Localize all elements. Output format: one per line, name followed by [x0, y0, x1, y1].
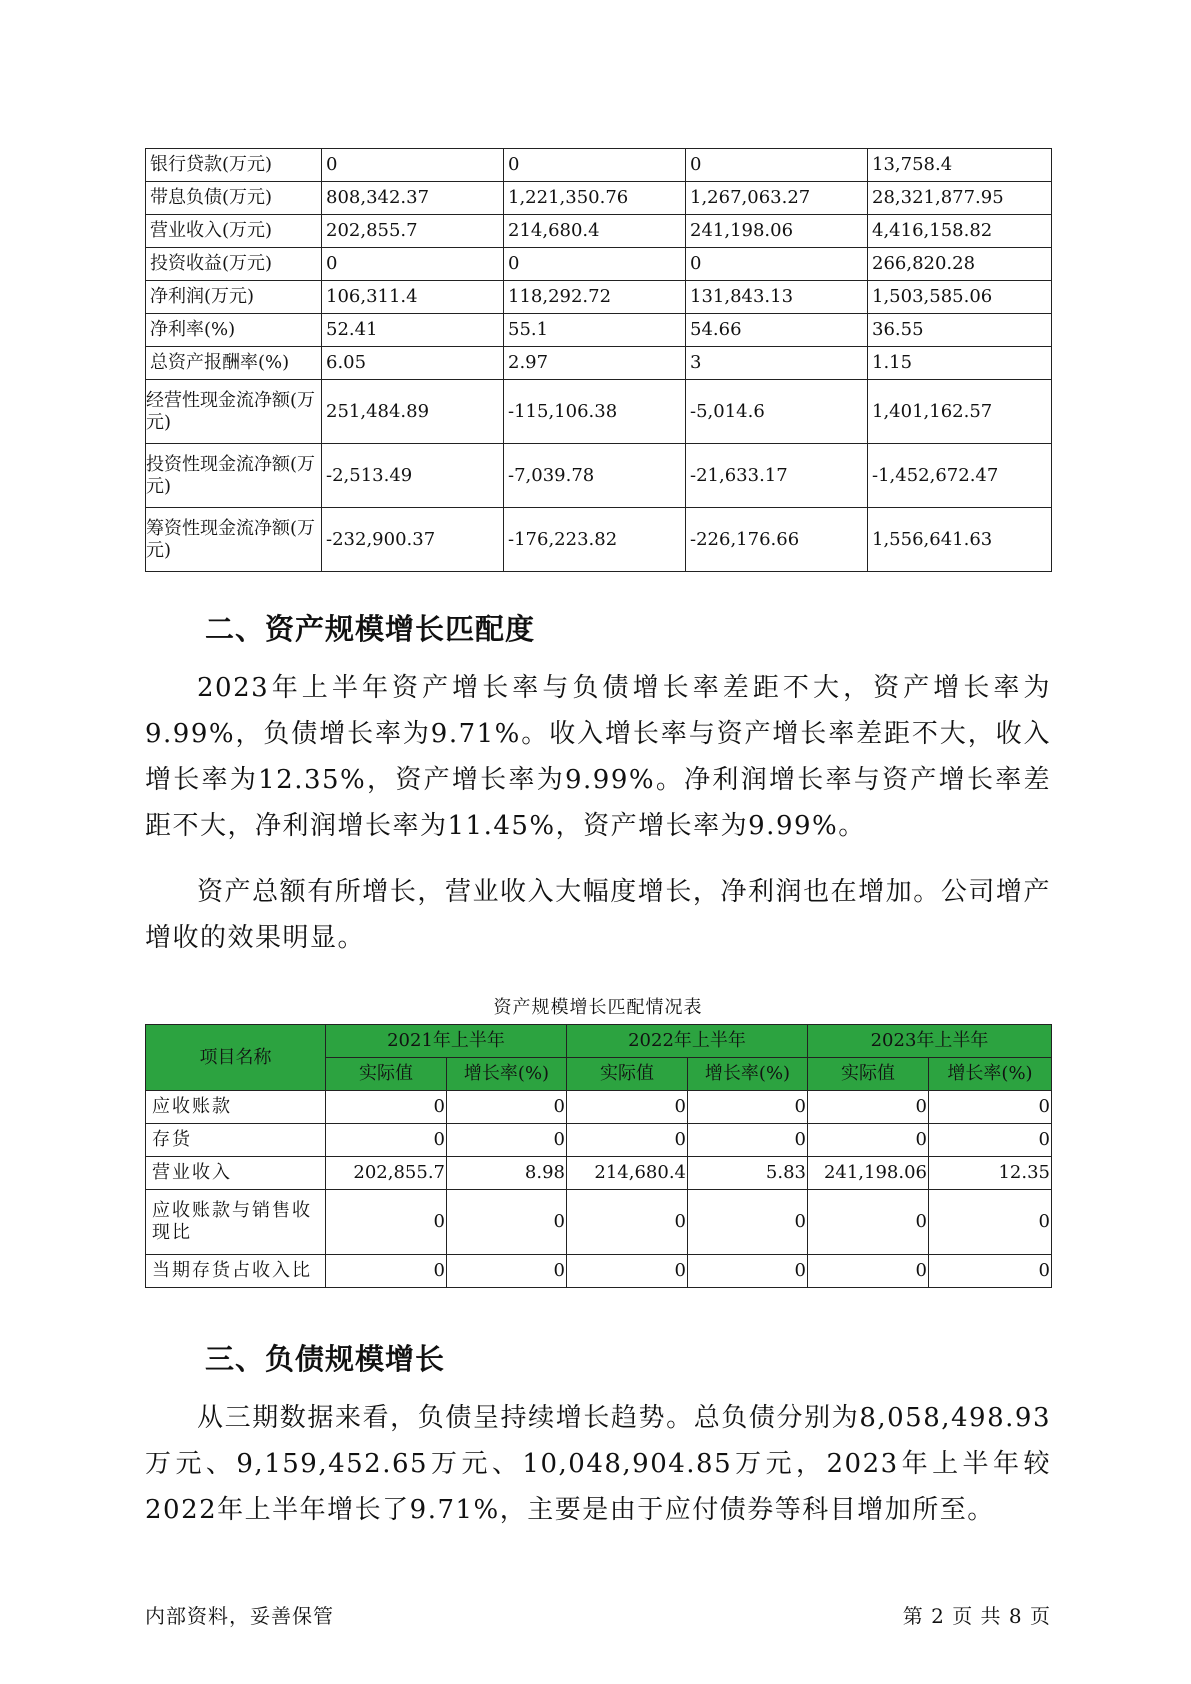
row-label: 营业收入(万元) — [146, 215, 322, 248]
actual-value-header: 实际值 — [808, 1058, 929, 1091]
section-2-paragraph-1: 2023年上半年资产增长率与负债增长率差距不大，资产增长率为9.99%，负债增长率为9.71%。收入增长率与资产增长率差距不大，收入增长率为12.35%，资产增长率为9.99%。净利润增长率与资产增长率差距不大，净利润增长率为11.45%，资产增长率为9.99%。 — [145, 673, 1051, 841]
cell-value: 2.97 — [504, 347, 686, 380]
cell-value: 0 — [929, 1091, 1052, 1124]
row-label: 应收账款 — [146, 1091, 326, 1124]
financial-summary-table — [145, 148, 1052, 572]
cell-value: 0 — [504, 149, 686, 182]
cell-value: 0 — [808, 1190, 929, 1255]
cell-value: -7,039.78 — [504, 444, 686, 508]
row-label: 银行贷款(万元) — [146, 149, 322, 182]
cell-value: 1,556,641.63 — [868, 508, 1052, 572]
period-header: 2023年上半年 — [808, 1025, 1052, 1058]
cell-value: 0 — [688, 1124, 808, 1157]
cell-value: -5,014.6 — [686, 380, 868, 444]
cell-value: 202,855.7 — [322, 215, 504, 248]
row-label: 总资产报酬率(%) — [146, 347, 322, 380]
table-row — [146, 1190, 1052, 1255]
cell-value: 0 — [326, 1091, 447, 1124]
cell-value: 54.66 — [686, 314, 868, 347]
growth-rate-header: 增长率(%) — [688, 1058, 808, 1091]
table-row — [146, 347, 1052, 380]
cell-value: -115,106.38 — [504, 380, 686, 444]
cell-value: 0 — [326, 1124, 447, 1157]
growth-rate-header: 增长率(%) — [447, 1058, 567, 1091]
cell-value: 0 — [929, 1190, 1052, 1255]
section-2-heading: 二、资产规模增长匹配度 — [205, 612, 536, 646]
row-label: 当期存货占收入比 — [146, 1255, 326, 1288]
cell-value: 0 — [686, 149, 868, 182]
cell-value: 214,680.4 — [567, 1157, 688, 1190]
section-3-paragraph-1: 从三期数据来看，负债呈持续增长趋势。总负债分别为8,058,498.93万元、9,159,452.65万元、10,048,904.85万元，2023年上半年较2022年上半年增长了9.71%，主要是由于应付债券等科目增加所至。 — [145, 1403, 1051, 1525]
cell-value: -226,176.66 — [686, 508, 868, 572]
cell-value: -1,452,672.47 — [868, 444, 1052, 508]
row-label: 投资性现金流净额(万元) — [146, 444, 322, 508]
cell-value: 0 — [447, 1255, 567, 1288]
cell-value: 1,221,350.76 — [504, 182, 686, 215]
table-row — [146, 281, 1052, 314]
cell-value: 0 — [688, 1091, 808, 1124]
cell-value: 0 — [567, 1255, 688, 1288]
actual-value-header: 实际值 — [326, 1058, 447, 1091]
cell-value: -2,513.49 — [322, 444, 504, 508]
table-row — [146, 444, 1052, 508]
cell-value: 0 — [688, 1255, 808, 1288]
cell-value: 0 — [504, 248, 686, 281]
cell-value: 1,503,585.06 — [868, 281, 1052, 314]
row-label: 筹资性现金流净额(万元) — [146, 508, 322, 572]
table-row — [146, 149, 1052, 182]
cell-value: 106,311.4 — [322, 281, 504, 314]
table-row — [146, 1124, 1052, 1157]
cell-value: 131,843.13 — [686, 281, 868, 314]
cell-value: 251,484.89 — [322, 380, 504, 444]
row-label: 带息负债(万元) — [146, 182, 322, 215]
growth-rate-header: 增长率(%) — [929, 1058, 1052, 1091]
cell-value: 0 — [322, 149, 504, 182]
cell-value: 0 — [326, 1255, 447, 1288]
table-row — [146, 380, 1052, 444]
row-label: 经营性现金流净额(万元) — [146, 380, 322, 444]
section-3-heading: 三、负债规模增长 — [205, 1342, 446, 1376]
row-label: 应收账款与销售收现比 — [146, 1190, 326, 1255]
cell-value: 202,855.7 — [326, 1157, 447, 1190]
cell-value: 0 — [929, 1255, 1052, 1288]
cell-value: 0 — [808, 1255, 929, 1288]
cell-value: 0 — [808, 1124, 929, 1157]
cell-value: 3 — [686, 347, 868, 380]
cell-value: 0 — [326, 1190, 447, 1255]
row-label: 净利率(%) — [146, 314, 322, 347]
cell-value: 1,267,063.27 — [686, 182, 868, 215]
cell-value: 0 — [567, 1190, 688, 1255]
cell-value: 5.83 — [688, 1157, 808, 1190]
table-caption: 资产规模增长匹配情况表 — [493, 997, 703, 1018]
item-name-header: 项目名称 — [146, 1025, 326, 1091]
footer-page-number: 第 2 页 共 8 页 — [902, 1604, 1051, 1628]
cell-value: 52.41 — [322, 314, 504, 347]
table-row — [146, 508, 1052, 572]
footer-confidential-note: 内部资料，妥善保管 — [145, 1604, 334, 1628]
cell-value: -21,633.17 — [686, 444, 868, 508]
cell-value: 8.98 — [447, 1157, 567, 1190]
asset-growth-match-table — [145, 1024, 1052, 1288]
cell-value: 28,321,877.95 — [868, 182, 1052, 215]
cell-value: 12.35 — [929, 1157, 1052, 1190]
cell-value: -232,900.37 — [322, 508, 504, 572]
actual-value-header: 实际值 — [567, 1058, 688, 1091]
cell-value: -176,223.82 — [504, 508, 686, 572]
section-2-paragraph-2: 资产总额有所增长，营业收入大幅度增长，净利润也在增加。公司增产增收的效果明显。 — [145, 877, 1051, 953]
period-header: 2021年上半年 — [326, 1025, 567, 1058]
cell-value: 266,820.28 — [868, 248, 1052, 281]
row-label: 存货 — [146, 1124, 326, 1157]
table-row — [146, 1157, 1052, 1190]
cell-value: 0 — [686, 248, 868, 281]
cell-value: 1,401,162.57 — [868, 380, 1052, 444]
cell-value: 4,416,158.82 — [868, 215, 1052, 248]
cell-value: 118,292.72 — [504, 281, 686, 314]
cell-value: 36.55 — [868, 314, 1052, 347]
table-row — [146, 314, 1052, 347]
cell-value: 241,198.06 — [686, 215, 868, 248]
cell-value: 214,680.4 — [504, 215, 686, 248]
cell-value: 0 — [929, 1124, 1052, 1157]
cell-value: 0 — [688, 1190, 808, 1255]
cell-value: 0 — [447, 1124, 567, 1157]
table-row — [146, 182, 1052, 215]
cell-value: 0 — [322, 248, 504, 281]
cell-value: 55.1 — [504, 314, 686, 347]
cell-value: 241,198.06 — [808, 1157, 929, 1190]
table-header-row — [146, 1025, 1052, 1058]
table-row — [146, 1255, 1052, 1288]
table-row — [146, 215, 1052, 248]
cell-value: 0 — [447, 1091, 567, 1124]
cell-value: 13,758.4 — [868, 149, 1052, 182]
cell-value: 0 — [447, 1190, 567, 1255]
cell-value: 0 — [808, 1091, 929, 1124]
cell-value: 808,342.37 — [322, 182, 504, 215]
cell-value: 0 — [567, 1091, 688, 1124]
cell-value: 1.15 — [868, 347, 1052, 380]
cell-value: 6.05 — [322, 347, 504, 380]
table-row — [146, 248, 1052, 281]
cell-value: 0 — [567, 1124, 688, 1157]
row-label: 营业收入 — [146, 1157, 326, 1190]
table-row — [146, 1091, 1052, 1124]
period-header: 2022年上半年 — [567, 1025, 808, 1058]
row-label: 投资收益(万元) — [146, 248, 322, 281]
row-label: 净利润(万元) — [146, 281, 322, 314]
